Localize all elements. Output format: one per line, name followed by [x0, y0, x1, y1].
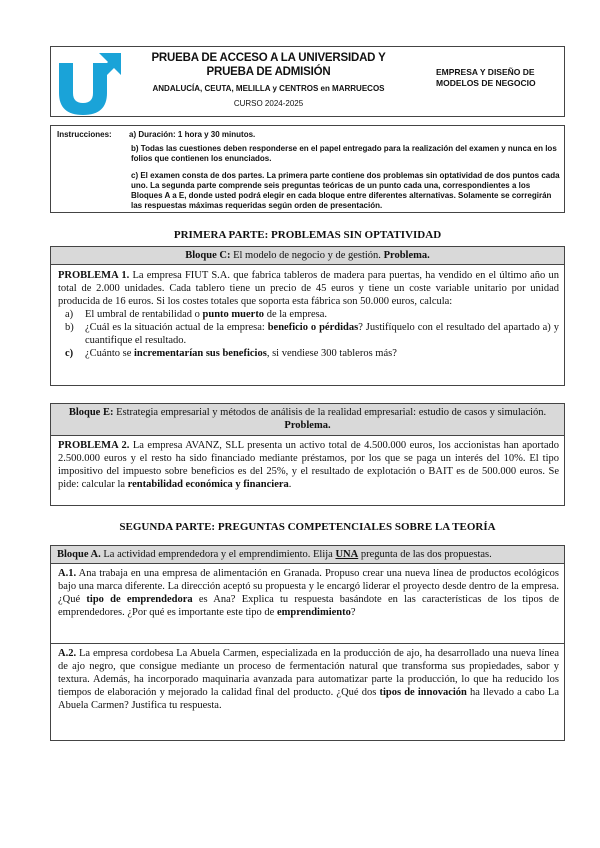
- university-logo-icon: [55, 49, 125, 115]
- exam-subject: EMPRESA Y DISEÑO DE MODELOS DE NEGOCIO: [436, 67, 536, 88]
- bloque-e-text: Estrategia empresarial y métodos de análisis de la realidad empresarial: estudio de casos y simulación.: [113, 407, 547, 418]
- item-text: ¿Cuál es la situación actual de la empresa:: [85, 322, 268, 333]
- question-a1-text: Ana trabaja en una empresa de alimentación en Granada. Propuso crear una nueva línea de productos ecológicos bajo una marca diferente. La dirección aceptó su propuesta y le encargó liderar el proyecto desde dentro de la empresa. ¿Qué: [58, 568, 559, 605]
- instruction-c: c) El examen consta de dos partes. La primera parte contiene dos problemas sin optatividad de dos puntos cada uno. La segunda parte comprende seis preguntas teóricas de un punto cada una, correspondientes a los Bloques A a E, donde usted podrá elegir en cada bloque entre diferentes alternativas. Solamente se corregirán las respuestas máximas requeridas según orden de presentación.: [131, 171, 560, 210]
- item-bold: incrementarían sus beneficios: [134, 348, 267, 359]
- bloque-a-una: UNA: [335, 549, 359, 560]
- exam-region: ANDALUCÍA, CEUTA, MELILLA y CENTROS en MARRUECOS: [152, 84, 385, 93]
- item-text: El umbral de rentabilidad o: [85, 309, 203, 320]
- exam-header: [50, 46, 565, 117]
- instructions-label: Instrucciones:: [57, 130, 112, 139]
- problem-2-bold: rentabilidad económica y financiera: [127, 479, 289, 490]
- question-a2-end: ha llevado a cabo La Abuela Carmen? Justifica tu respuesta.: [58, 687, 560, 711]
- problem-1: [58, 269, 559, 360]
- question-a2-bold: tipos de innovación: [379, 687, 467, 698]
- item-marker: b): [65, 322, 74, 333]
- bloque-e-header: [51, 404, 564, 436]
- bloque-c-label: Bloque C:: [185, 250, 231, 261]
- part1-title: PRIMERA PARTE: PROBLEMAS SIN OPTATIVIDAD: [173, 229, 442, 241]
- bloque-c-text: El modelo de negocio y de gestión.: [230, 250, 384, 261]
- problem-2-text: La empresa AVANZ, SLL presenta un activo total de 4.500.000 euros, los accionistas han aportado 2.500.000 euros y el resto ha sido financiado mediante préstamos, por los que se paga un interés del 10%. El tipo impositivo del impuesto sobre beneficios es del 25%, y el resultado de explotación o BAIT es de 500.000 euros. Se pide: calcular la: [58, 440, 559, 490]
- bloque-e-label: Bloque E:: [68, 407, 114, 418]
- bloque-a-text: La actividad emprendedora y el emprendimiento. Elija: [100, 549, 336, 560]
- divider: [51, 643, 564, 644]
- instructions-box: [50, 125, 565, 213]
- item-text: ? Justifíquelo con el resultado del apartado a) y cuantifique el resultado.: [85, 322, 559, 346]
- problem-1-items: [58, 308, 559, 360]
- item-bold: beneficio o pérdidas: [267, 322, 359, 333]
- bloque-a-header: [51, 546, 564, 564]
- question-a2-text: La empresa cordobesa La Abuela Carmen, especializada en la producción de ajo, ha desarrollado una nueva línea de ajo negro, que consigue mediante un proceso de fermentación natural que transforma sus propiedades, sabor y textura. Además, ha incorporado maquinaria avanzada para automatizar parte la producción, lo que ha reducido los tiempos de elaboración y mejorado la calidad final del producto. ¿Qué dos: [58, 648, 559, 698]
- question-a1-bold: tipo de emprendedora: [86, 594, 193, 605]
- question-a1-text: es Ana? Explica tu respuesta basándote en las características de los tipos de emprendedores. ¿Por qué es importante este tipo de: [58, 594, 559, 618]
- item-text: ¿Cuánto se: [85, 348, 134, 359]
- question-a1: [58, 567, 559, 619]
- item-marker: c): [65, 348, 74, 359]
- bloque-a-label: Bloque A.: [57, 549, 101, 560]
- bloque-c-header: [51, 247, 564, 265]
- question-a2: [58, 647, 559, 712]
- instruction-a: a) Duración: 1 hora y 30 minutos.: [129, 130, 256, 139]
- problem-1-label: PROBLEMA 1.: [58, 270, 130, 281]
- list-item: [58, 321, 559, 347]
- question-a1-bold: emprendimiento: [276, 607, 351, 618]
- exam-title: PRUEBA DE ACCESO A LA UNIVERSIDAD Y PRUEBA DE ADMISIÓN: [151, 52, 386, 78]
- problem-2-label: PROBLEMA 2.: [58, 440, 130, 451]
- item-text: de la empresa.: [264, 309, 328, 320]
- item-text: , si vendiese 300 tableros más?: [266, 348, 397, 359]
- exam-course: CURSO 2024-2025: [233, 99, 304, 108]
- problem-1-text: La empresa FIUT S.A. que fabrica tableros de madera para puertas, ha vendido en el último año un total de 2.000 unidades. Cada tablero tiene un precio de 45 euros y tiene un coste variable unitario por unidad producida de 16 euros. Si los costes totales que soporta esta fábrica son 50.000 euros, calcula:: [58, 270, 559, 307]
- question-a2-label: A.2.: [58, 648, 77, 659]
- bloque-a: [50, 545, 565, 741]
- problem-2-end: .: [288, 479, 292, 490]
- bloque-e-bold: Problema.: [284, 420, 331, 431]
- item-bold: punto muerto: [202, 309, 265, 320]
- item-marker: a): [65, 309, 74, 320]
- question-a1-end: ?: [350, 607, 356, 618]
- bloque-c: [50, 246, 565, 386]
- list-item: [58, 308, 559, 321]
- question-a1-label: A.1.: [58, 568, 77, 579]
- part2-title: SEGUNDA PARTE: PREGUNTAS COMPETENCIALES SOBRE LA TEORÍA: [119, 521, 496, 533]
- bloque-a-text2: pregunta de las dos propuestas.: [358, 549, 492, 560]
- problem-2: [58, 439, 559, 491]
- list-item: [58, 347, 559, 360]
- instruction-b: b) Todas las cuestiones deben responderse en el papel entregado para la realización del examen y nunca en los folios que contienen los enunciados.: [131, 144, 557, 163]
- bloque-c-bold: Problema.: [383, 250, 430, 261]
- bloque-e: [50, 403, 565, 506]
